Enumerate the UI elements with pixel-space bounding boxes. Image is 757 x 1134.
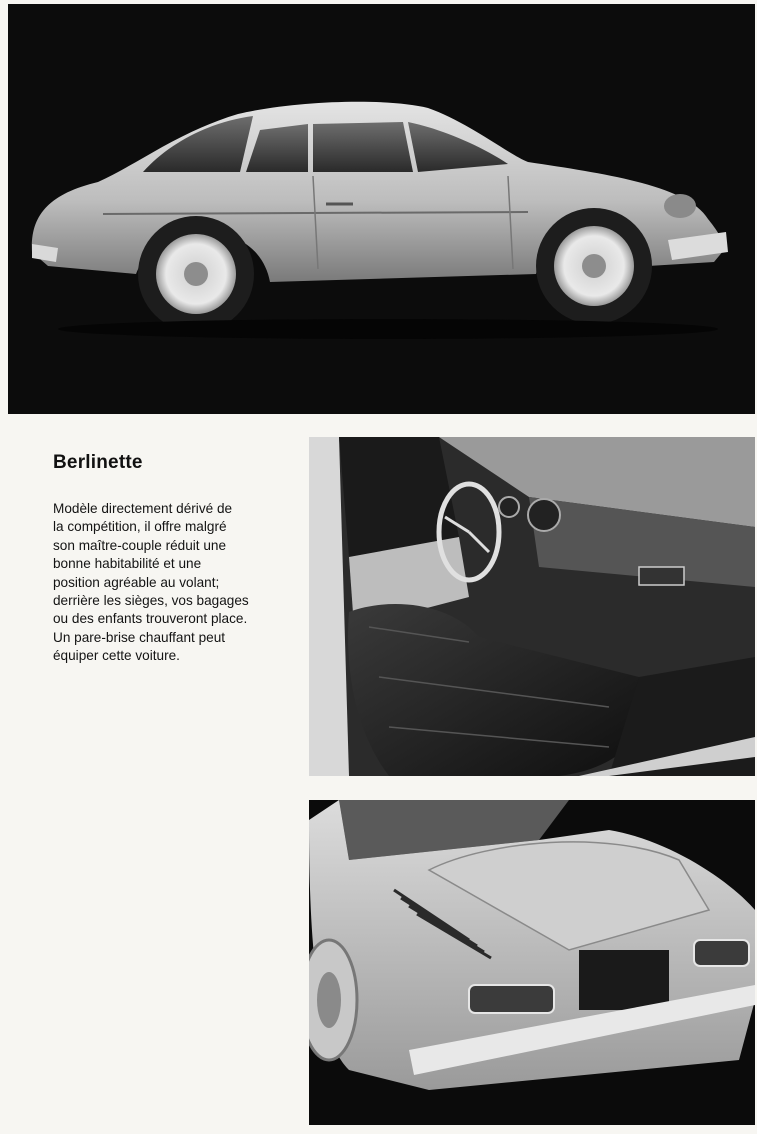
description-line: ou des enfants trouveront place. bbox=[53, 611, 248, 627]
description-line: la compétition, il offre malgré bbox=[53, 519, 227, 535]
description-line: Un pare-brise chauffant peut bbox=[53, 629, 226, 645]
description-paragraph bbox=[53, 500, 293, 666]
description-line: Modèle directement dérivé de bbox=[53, 501, 233, 516]
page-title: Berlinette bbox=[53, 452, 143, 473]
description-line: derrière les sièges, vos bagages bbox=[53, 593, 249, 609]
description-line: son maître-couple réduit une bbox=[53, 537, 227, 553]
car-rear-photo bbox=[309, 800, 755, 1125]
description-line: position agréable au volant; bbox=[53, 574, 220, 590]
description-line: bonne habitabilité et une bbox=[53, 556, 202, 572]
car-side-profile-photo bbox=[8, 4, 755, 414]
car-interior-photo bbox=[309, 437, 755, 776]
description-line: équiper cette voiture. bbox=[53, 648, 180, 664]
